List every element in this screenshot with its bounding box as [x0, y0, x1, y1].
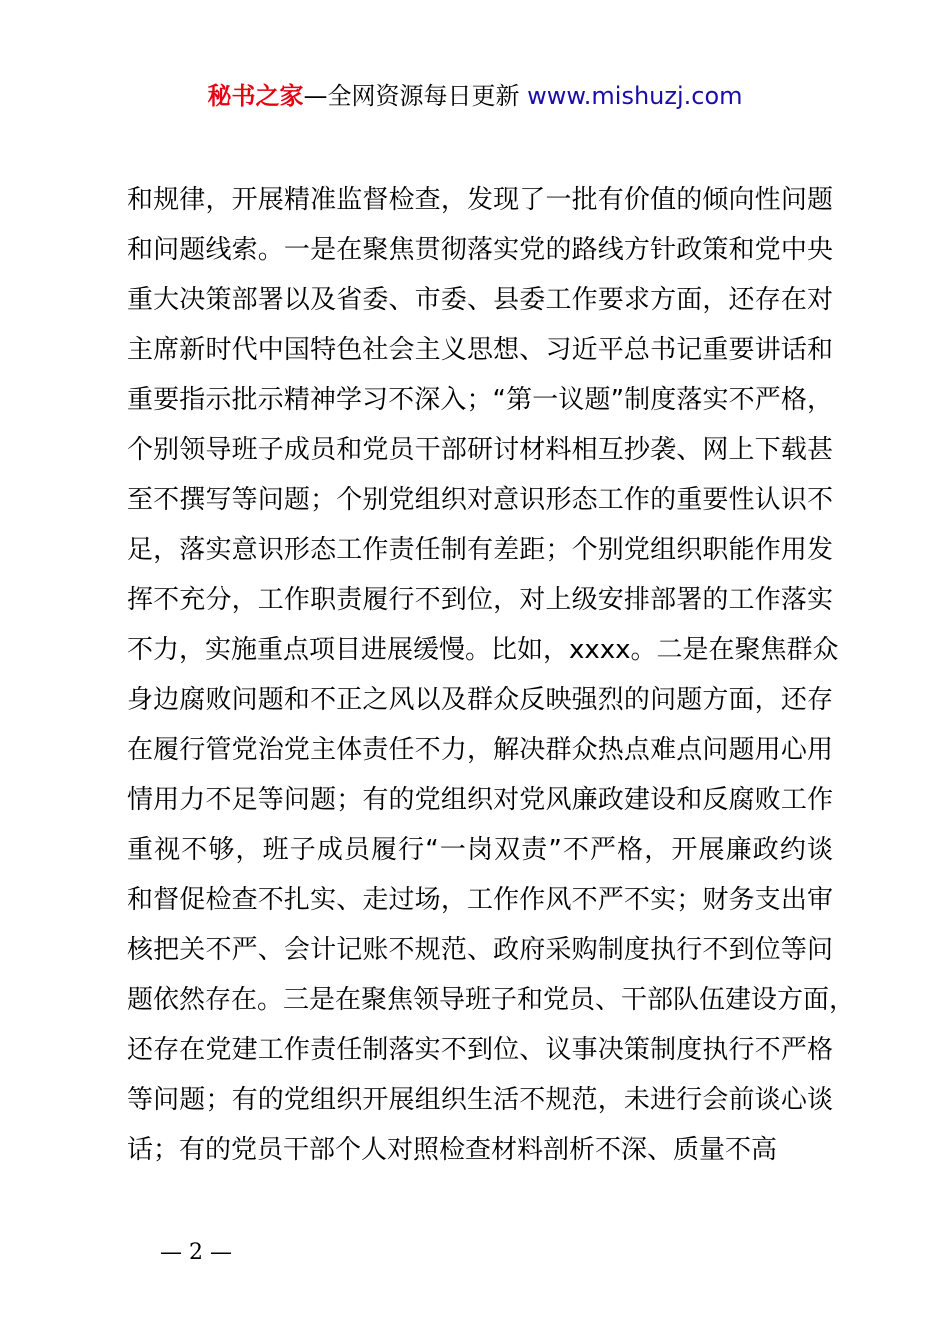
text-line: 挥不充分，工作职责履行不到位，对上级安排部署的工作落实: [127, 585, 833, 615]
text-line: 话；有的党员干部个人对照检查材料剖析不深、质量不高: [127, 1135, 778, 1165]
text-line: 题依然存在。三是在聚焦领导班子和党员、干部队伍建设方面，: [127, 985, 856, 1015]
text-line: 身边腐败问题和不正之风以及群众反映强烈的问题方面，还存: [127, 685, 833, 715]
website-link[interactable]: www.mishuzj.com: [527, 82, 743, 110]
text-line: 在履行管党治党主体责任不力，解决群众热点难点问题用心用: [127, 735, 833, 765]
header-tagline: —全网资源每日更新: [303, 82, 528, 110]
text-line: 情用力不足等问题；有的党组织对党风廉政建设和反腐败工作: [127, 785, 833, 815]
text-line: 还存在党建工作责任制落实不到位、议事决策制度执行不严格: [127, 1035, 833, 1065]
text-line: 和督促检查不扎实、走过场，工作作风不严不实；财务支出审: [127, 885, 833, 915]
text-line: 不力，实施重点项目进展缓慢。比如，xxxx。二是在聚焦群众: [127, 635, 839, 665]
text-line: 重要指示批示精神学习不深入；“第一议题”制度落实不严格，: [127, 385, 833, 415]
text-line: 重大决策部署以及省委、市委、县委工作要求方面，还存在对: [127, 285, 833, 315]
text-line: 个别领导班子成员和党员干部研讨材料相互抄袭、网上下载甚: [127, 435, 833, 465]
text-line: 核把关不严、会计记账不规范、政府采购制度执行不到位等问: [127, 935, 833, 965]
text-line: 主席新时代中国特色社会主义思想、习近平总书记重要讲话和: [127, 335, 833, 365]
text-line: 至不撰写等问题；个别党组织对意识形态工作的重要性认识不: [127, 485, 833, 515]
text-line: 等问题；有的党组织开展组织生活不规范，未进行会前谈心谈: [127, 1085, 833, 1115]
site-header: [0, 78, 950, 114]
brand-name: 秘书之家: [207, 82, 304, 110]
text-line: 足，落实意识形态工作责任制有差距；个别党组织职能作用发: [127, 535, 833, 565]
text-line: 重视不够，班子成员履行“一岗双责”不严格，开展廉政约谈: [127, 835, 833, 865]
page-number: — 2 —: [160, 1240, 232, 1265]
text-line: 和问题线索。一是在聚焦贯彻落实党的路线方针政策和党中央: [127, 235, 833, 265]
text-line: 和规律，开展精准监督检查，发现了一批有价值的倾向性问题: [127, 185, 833, 215]
